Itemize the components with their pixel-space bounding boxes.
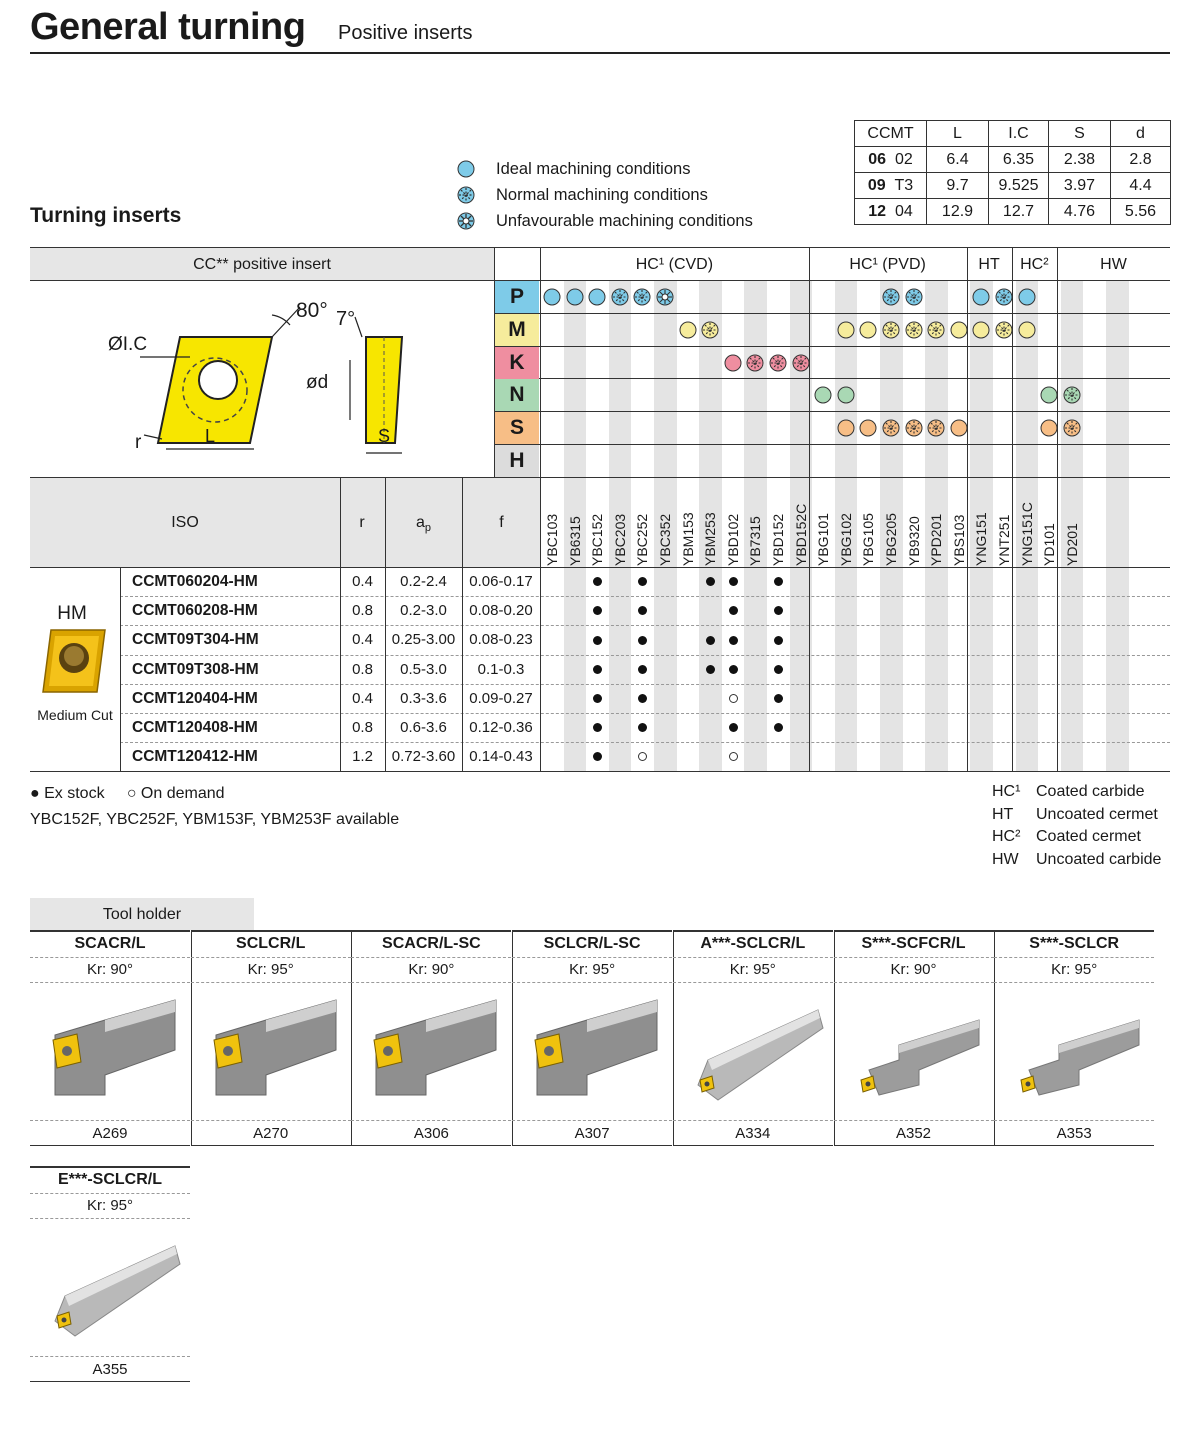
r-label: r <box>135 432 142 453</box>
grade-name: YNG151C <box>1018 502 1035 566</box>
row-divider <box>673 957 833 958</box>
depth-of-cut: 0.6-3.6 <box>400 719 447 736</box>
ex-stock-dot <box>729 606 738 615</box>
normal-condition-icon <box>881 320 901 340</box>
unfavourable-condition-icon <box>655 287 675 307</box>
catalog-page-ref: A269 <box>92 1125 128 1142</box>
material-p: P <box>495 281 539 313</box>
tool-holder-image <box>35 990 185 1120</box>
corner-radius: 0.4 <box>352 573 373 590</box>
legend-item-unfavourable: Unfavourable machining conditions <box>456 208 753 234</box>
dims-row: 06 02 6.4 6.35 2.38 2.8 <box>855 147 1171 173</box>
rule <box>30 567 1170 568</box>
depth-of-cut: 0.2-2.4 <box>400 573 447 590</box>
grade-name: YBM153 <box>679 512 696 566</box>
ic-label: ØI.C <box>108 334 148 355</box>
iso-code: CCMT09T308-HM <box>132 660 259 678</box>
grade-name: YBG205 <box>883 513 899 566</box>
ex-stock-dot <box>706 665 715 674</box>
row-divider <box>30 1356 190 1357</box>
rule <box>834 930 994 932</box>
rule <box>494 411 1170 412</box>
corner-radius: 0.8 <box>352 660 373 678</box>
catalog-page-ref: A307 <box>574 1125 610 1142</box>
material-s: S <box>495 412 539 444</box>
ex-stock-dot <box>638 606 647 615</box>
tool-holder-kr: Kr: 95° <box>729 961 776 978</box>
dims-row: 09 T3 9.7 9.525 3.97 4.4 <box>855 173 1171 199</box>
catalog-page-ref: A353 <box>1056 1125 1092 1142</box>
grade-column-shade <box>1106 281 1129 771</box>
catalog-page-ref: A355 <box>92 1361 128 1378</box>
tool-holder-image <box>356 990 506 1120</box>
rule <box>494 313 1170 314</box>
tool-holder-name: E***-SCLCR/L <box>57 1171 162 1188</box>
ideal-condition-icon <box>1017 320 1037 340</box>
dims-header: I.C <box>989 121 1049 147</box>
dims-header: d <box>1111 121 1171 147</box>
group-header-4: HW <box>1100 256 1127 273</box>
rule <box>30 1166 190 1168</box>
grade-name: YBD102 <box>724 513 741 566</box>
group-divider <box>1057 248 1058 771</box>
ex-stock-dot <box>638 694 647 703</box>
normal-condition-icon <box>904 418 924 438</box>
tool-holder-kr: Kr: 90° <box>408 961 455 978</box>
row-divider <box>512 982 672 983</box>
row-divider <box>834 957 994 958</box>
grade-key <box>992 781 1161 871</box>
grade-name: YD201 <box>1063 523 1080 566</box>
ideal-condition-icon <box>1017 287 1037 307</box>
corner-radius: 0.4 <box>352 689 373 707</box>
ex-stock-dot <box>593 636 602 645</box>
ex-stock-dot <box>774 577 783 586</box>
row-divider <box>994 957 1154 958</box>
ex-stock-dot <box>638 723 647 732</box>
normal-condition-icon <box>610 287 630 307</box>
on-demand-dot <box>729 752 738 761</box>
row-divider <box>351 982 511 983</box>
feed: 0.12-0.36 <box>469 719 533 736</box>
rule <box>30 280 1170 281</box>
rule <box>673 1145 833 1146</box>
grade-name: YB9320 <box>905 516 922 566</box>
availability-note: YBC152F, YBC252F, YBM153F, YBM253F available <box>30 811 400 828</box>
ex-stock-dot <box>774 636 783 645</box>
feed: 0.08-0.20 <box>469 602 533 620</box>
row-divider <box>994 982 1154 983</box>
catalog-page-ref: A352 <box>895 1125 932 1142</box>
ideal-condition-icon <box>971 320 991 340</box>
rule <box>512 1145 672 1146</box>
grade-name: YBD152C <box>792 503 809 566</box>
row-divider <box>191 982 351 983</box>
ideal-condition-icon <box>565 287 585 307</box>
grade-name: YD101 <box>1041 523 1058 566</box>
rule <box>834 1145 994 1146</box>
ideal-condition-icon <box>949 418 969 438</box>
tool-holder-name: S***-SCLCR <box>1029 935 1120 952</box>
tool-holder-kr: Kr: 95° <box>247 961 294 978</box>
depth-of-cut: 0.25-3.00 <box>391 631 456 649</box>
grade-name: YBG102 <box>837 513 854 566</box>
corner-radius: 0.8 <box>352 719 373 736</box>
feed: 0.08-0.23 <box>469 631 533 649</box>
ideal-condition-icon <box>678 320 698 340</box>
l-label: L <box>205 426 216 446</box>
normal-condition-icon <box>926 320 946 340</box>
normal-condition-icon <box>904 320 924 340</box>
row-divider <box>351 1120 511 1121</box>
normal-condition-icon <box>1062 418 1082 438</box>
tool-holder-label: Tool holder <box>30 898 254 930</box>
tool-holder-name: SCLCR/L <box>236 935 306 952</box>
normal-condition-icon <box>632 287 652 307</box>
row-divider <box>673 982 833 983</box>
catalog-page-ref: A306 <box>413 1125 449 1142</box>
row-divider <box>191 957 351 958</box>
feed: 0.14-0.43 <box>469 748 533 766</box>
row-divider <box>30 1120 190 1121</box>
rule <box>30 1145 190 1146</box>
d-label: ød <box>306 372 329 393</box>
f-col-header: f <box>499 514 504 531</box>
ex-stock-dot <box>593 723 602 732</box>
tool-holder-image <box>517 990 667 1120</box>
grade-name: YBC203 <box>611 513 628 566</box>
row-divider <box>512 1120 672 1121</box>
catalog-page-ref: A334 <box>735 1125 771 1142</box>
depth-of-cut: 0.72-3.60 <box>391 748 456 766</box>
ex-stock-dot <box>774 694 783 703</box>
angle-label: 80° <box>296 299 328 322</box>
legend-item-normal: Normal machining conditions <box>456 182 753 208</box>
ex-stock-legend: ● Ex stock <box>30 785 105 802</box>
normal-condition-icon <box>926 418 946 438</box>
depth-of-cut: 0.5-3.0 <box>400 660 447 678</box>
rule <box>351 930 511 932</box>
row-divider <box>191 1120 351 1121</box>
on-demand-dot <box>729 694 738 703</box>
ideal-condition-icon <box>1039 385 1059 405</box>
row-divider <box>673 1120 833 1121</box>
rule <box>30 771 1170 772</box>
corner-radius: 0.4 <box>352 631 373 649</box>
tool-holder-image <box>839 990 989 1120</box>
tool-holder-image <box>196 990 346 1120</box>
ex-stock-dot <box>729 636 738 645</box>
rule <box>540 248 541 771</box>
ex-stock-dot <box>774 665 783 674</box>
tool-holder-image <box>999 990 1149 1120</box>
tool-holder-kr: Kr: 95° <box>569 961 616 978</box>
normal-condition-icon <box>994 320 1014 340</box>
rule <box>191 1145 351 1146</box>
iso-code: CCMT120408-HM <box>132 719 258 736</box>
grade-name: YBD152 <box>770 513 786 566</box>
grade-name: YBC352 <box>657 513 673 566</box>
feed: 0.09-0.27 <box>469 689 533 707</box>
group-header-2: HT <box>978 256 1000 273</box>
row-divider <box>30 982 190 983</box>
rule <box>30 247 1170 248</box>
footer-notes <box>30 781 399 833</box>
row-divider <box>30 957 190 958</box>
ex-stock-dot <box>593 606 602 615</box>
ex-stock-dot <box>593 694 602 703</box>
dims-header: CCMT <box>855 121 927 147</box>
rule <box>994 1145 1154 1146</box>
page-title: General turning <box>30 6 306 48</box>
grade-name: YBS103 <box>950 514 967 566</box>
corner-radius: 1.2 <box>352 748 373 766</box>
key-row: HC² Coated cermet <box>992 828 1141 845</box>
row-divider <box>994 1120 1154 1121</box>
ideal-condition-icon <box>1039 418 1059 438</box>
grade-name: YNT251 <box>996 514 1012 566</box>
grade-name: YB7315 <box>747 516 764 566</box>
ideal-condition-icon <box>542 287 562 307</box>
ex-stock-dot <box>774 606 783 615</box>
ex-stock-dot <box>774 723 783 732</box>
grade-name: YBC252 <box>634 513 651 566</box>
group-header-1: HC¹ (PVD) <box>849 256 926 273</box>
ex-stock-dot <box>729 577 738 586</box>
section-title: Turning inserts <box>30 204 182 227</box>
tool-holder-name: SCACR/L-SC <box>382 935 481 952</box>
tool-holder-name: S***-SCFCR/L <box>861 935 966 952</box>
tool-holder-name: SCLCR/L-SC <box>543 935 641 952</box>
grade-name: YBG101 <box>815 513 832 566</box>
clearance-label: 7° <box>336 308 356 330</box>
grade-name: YBG105 <box>860 513 877 566</box>
iso-code: CCMT120412-HM <box>132 748 258 766</box>
grade-name: YPD201 <box>928 513 945 566</box>
ideal-condition-icon <box>858 418 878 438</box>
ex-stock-dot <box>593 752 602 761</box>
ideal-condition-icon <box>949 320 969 340</box>
corner-radius: 0.8 <box>352 602 373 620</box>
material-h: H <box>495 445 539 477</box>
grade-name: YBM253 <box>702 512 719 566</box>
normal-condition-icon <box>881 418 901 438</box>
chipbreaker-label: Medium Cut <box>37 707 113 723</box>
tool-holder-kr: Kr: 95° <box>1051 961 1098 978</box>
key-row: HC¹ Coated carbide <box>992 783 1145 800</box>
ideal-condition-icon <box>836 320 856 340</box>
legend-item-ideal: Ideal machining conditions <box>456 156 753 182</box>
iso-code: CCMT09T304-HM <box>132 631 259 649</box>
ideal-condition-icon <box>836 418 856 438</box>
material-k: K <box>495 347 539 379</box>
row-divider <box>30 1218 190 1219</box>
normal-condition-icon <box>791 353 811 373</box>
tool-holder-kr: Kr: 90° <box>86 961 134 978</box>
grade-name: YNG151 <box>973 512 990 566</box>
tool-holder-image <box>678 990 828 1120</box>
row-divider <box>834 982 994 983</box>
tool-holder-kr: Kr: 95° <box>86 1197 134 1214</box>
ex-stock-dot <box>706 636 715 645</box>
rule <box>494 346 1170 347</box>
ideal-condition-icon <box>836 385 856 405</box>
depth-of-cut: 0.3-3.6 <box>400 689 447 707</box>
depth-of-cut: 0.2-3.0 <box>400 602 447 620</box>
ex-stock-dot <box>638 665 647 674</box>
ideal-condition-icon <box>813 385 833 405</box>
rule <box>30 477 1170 478</box>
iso-col-header: ISO <box>171 514 199 531</box>
group-header-3: HC² <box>1020 256 1049 273</box>
grade-name: YBC103 <box>544 513 560 566</box>
ex-stock-dot <box>729 665 738 674</box>
ex-stock-dot <box>593 665 602 674</box>
key-row: HT Uncoated cermet <box>992 805 1158 823</box>
rule <box>30 1381 190 1382</box>
feed: 0.06-0.17 <box>469 573 533 590</box>
material-m: M <box>495 314 539 346</box>
tool-holder-kr: Kr: 90° <box>890 961 937 978</box>
feed: 0.1-0.3 <box>477 660 525 678</box>
iso-code: CCMT060204-HM <box>132 573 258 590</box>
rule <box>30 930 190 932</box>
normal-condition-icon <box>1062 385 1082 405</box>
normal-condition-icon <box>881 287 901 307</box>
tool-holder-name: A***-SCLCR/L <box>700 935 806 952</box>
ex-stock-dot <box>638 577 647 586</box>
rule <box>351 1145 511 1146</box>
ex-stock-dot <box>638 636 647 645</box>
material-n: N <box>495 379 539 411</box>
rule <box>673 930 833 932</box>
normal-condition-icon <box>745 353 765 373</box>
rule <box>994 930 1154 932</box>
normal-condition-icon <box>904 287 924 307</box>
row-divider <box>512 957 672 958</box>
on-demand-dot <box>638 752 647 761</box>
rule <box>512 930 672 932</box>
ex-stock-dot <box>593 577 602 586</box>
ideal-condition-icon <box>971 287 991 307</box>
r-col-header: r <box>359 514 365 531</box>
dims-row: 12 04 12.9 12.7 4.76 5.56 <box>855 199 1171 225</box>
key-row: HW Uncoated carbide <box>992 850 1162 868</box>
dims-header: S <box>1049 121 1111 147</box>
group-header-0: HC¹ (CVD) <box>635 256 714 273</box>
ap-col-header: $a_p$ <box>415 514 432 535</box>
insert-header: CC** positive insert <box>193 256 331 273</box>
normal-condition-icon <box>994 287 1014 307</box>
insert-diagram <box>100 295 420 465</box>
ideal-condition-icon <box>858 320 878 340</box>
iso-code: CCMT120404-HM <box>132 689 258 707</box>
on-demand-legend: ○ On demand <box>126 785 225 802</box>
row-divider <box>834 1120 994 1121</box>
rule <box>120 567 121 771</box>
rule <box>494 378 1170 379</box>
normal-condition-icon <box>768 353 788 373</box>
dims-header: L <box>927 121 989 147</box>
tool-holder-name: SCACR/L <box>74 935 146 952</box>
chipbreaker-code: HM <box>57 603 87 624</box>
normal-condition-icon <box>700 320 720 340</box>
s-label: S <box>378 426 391 446</box>
page-subtitle: Positive inserts <box>338 22 473 44</box>
row-divider <box>30 1193 190 1194</box>
grade-name: YBC152 <box>589 513 606 566</box>
catalog-page-ref: A270 <box>253 1125 289 1142</box>
ideal-condition-icon <box>587 287 607 307</box>
iso-code: CCMT060208-HM <box>132 602 258 620</box>
insert-photo-icon <box>41 628 107 694</box>
grade-name: YB6315 <box>566 516 583 566</box>
rule <box>191 930 351 932</box>
ex-stock-dot <box>729 723 738 732</box>
rule <box>494 444 1170 445</box>
row-divider <box>351 957 511 958</box>
ideal-condition-icon <box>723 353 743 373</box>
tool-holder-image <box>35 1226 185 1356</box>
